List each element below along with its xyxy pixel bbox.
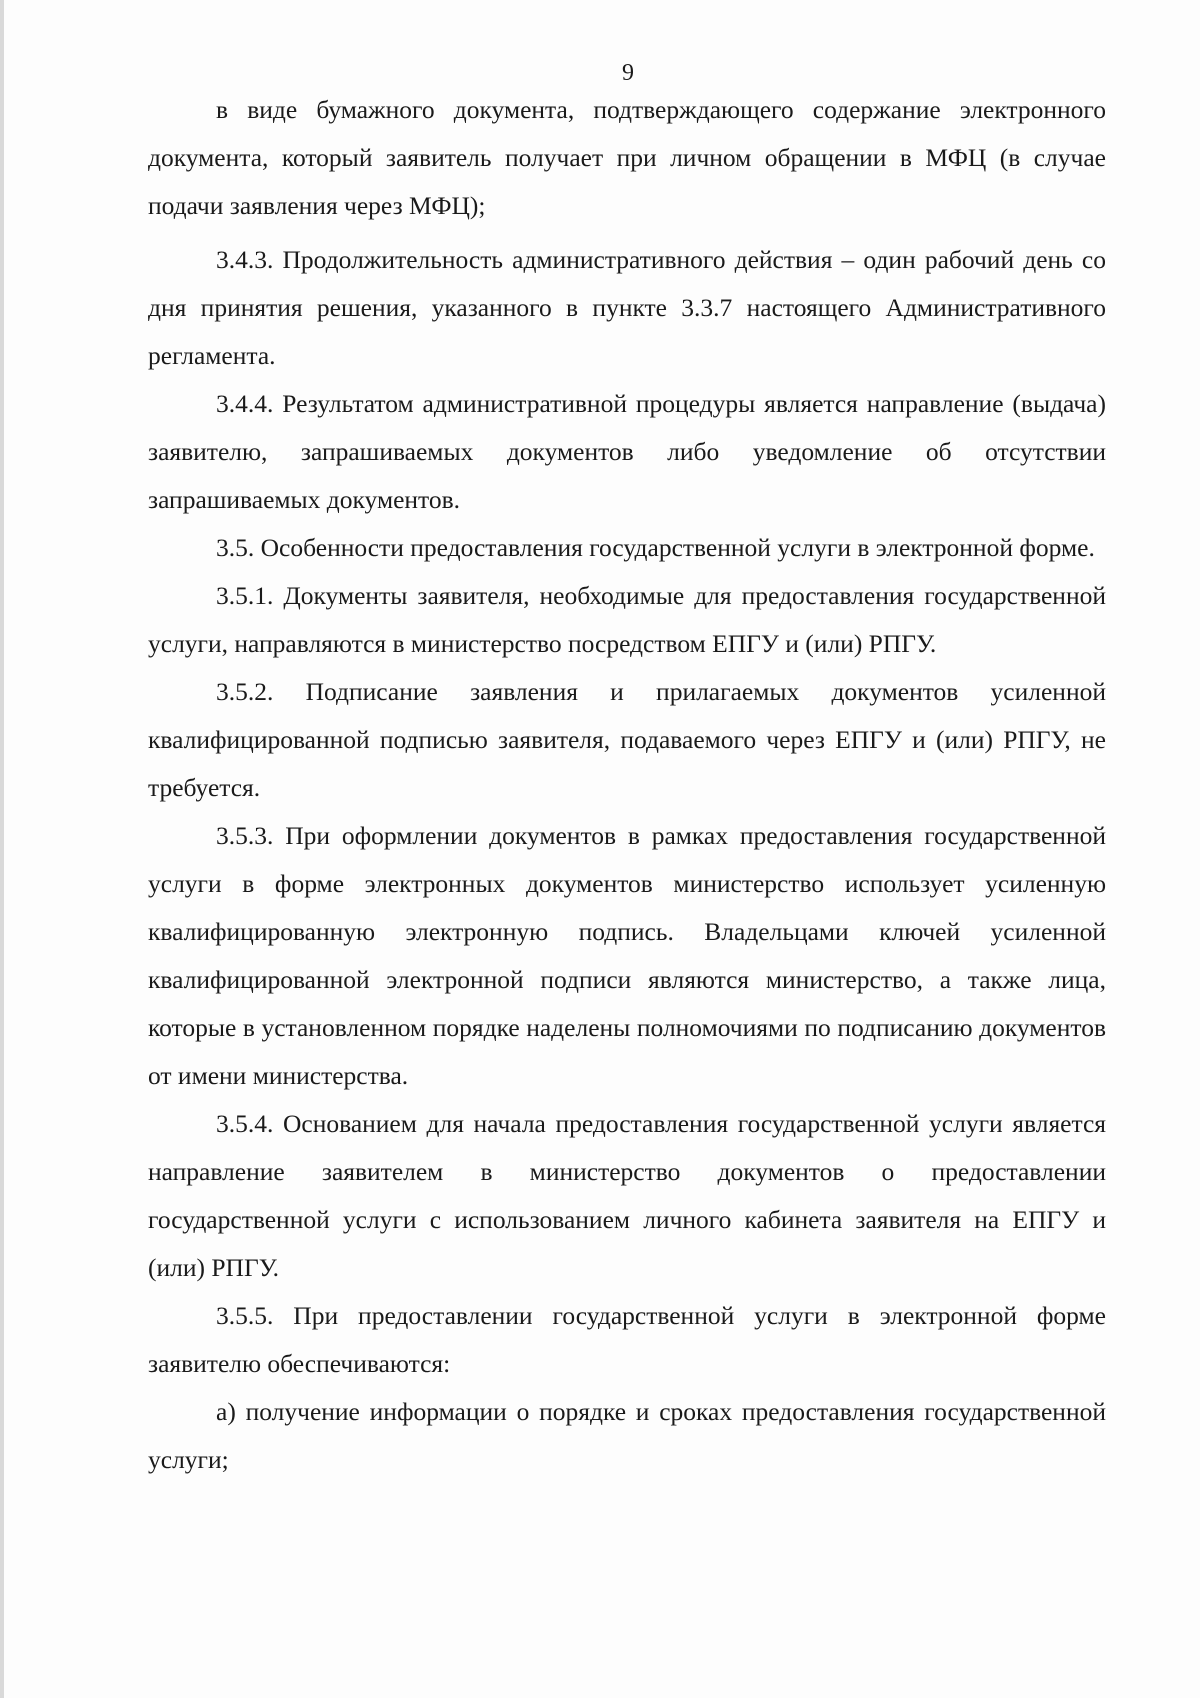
page-edge bbox=[0, 0, 4, 1698]
document-body bbox=[148, 86, 1106, 1484]
paragraph-3-5-3: 3.5.3. При оформлении документов в рамках предоставления государственной услуги в форме электронных документов министерство использует усиленную квалифицированную электронную подпись. Владельцами ключей усиленной квалифицированной электронной подписи являются министерство, а также лица, которые в установленном порядке наделены полномочиями по подписанию документов от имени министерства. bbox=[148, 821, 1106, 1090]
page-number: 9 bbox=[622, 60, 634, 86]
paragraph-3-5-5: 3.5.5. При предоставлении государственной услуги в электронной форме заявителю обеспечиваются: bbox=[148, 1301, 1106, 1378]
paragraph-3-5-4: 3.5.4. Основанием для начала предоставления государственной услуги является направление заявителем в министерство документов о предоставлении государственной услуги с использованием личного кабинета заявителя на ЕПГУ и (или) РПГУ. bbox=[148, 1109, 1106, 1282]
list-item-a: а) получение информации о порядке и сроках предоставления государственной услуги; bbox=[148, 1397, 1106, 1474]
paragraph-3-4-3: 3.4.3. Продолжительность административного действия – один рабочий день со дня принятия решения, указанного в пункте 3.3.7 настоящего Административного регламента. bbox=[148, 245, 1106, 370]
paragraph-continuation: в виде бумажного документа, подтверждающего содержание электронного документа, который заявитель получает при личном обращении в МФЦ (в случае подачи заявления через МФЦ); bbox=[148, 95, 1106, 220]
paragraph-3-4-4: 3.4.4. Результатом административной процедуры является направление (выдача) заявителю, запрашиваемых документов либо уведомление об отсутствии запрашиваемых документов. bbox=[148, 389, 1106, 514]
paragraph-3-5-2: 3.5.2. Подписание заявления и прилагаемых документов усиленной квалифицированной подписью заявителя, подаваемого через ЕПГУ и (или) РПГУ, не требуется. bbox=[148, 677, 1106, 802]
paragraph-3-5-1: 3.5.1. Документы заявителя, необходимые для предоставления государственной услуги, направляются в министерство посредством ЕПГУ и (или) РПГУ. bbox=[148, 581, 1106, 658]
paragraph-3-5: 3.5. Особенности предоставления государственной услуги в электронной форме. bbox=[216, 533, 1095, 562]
